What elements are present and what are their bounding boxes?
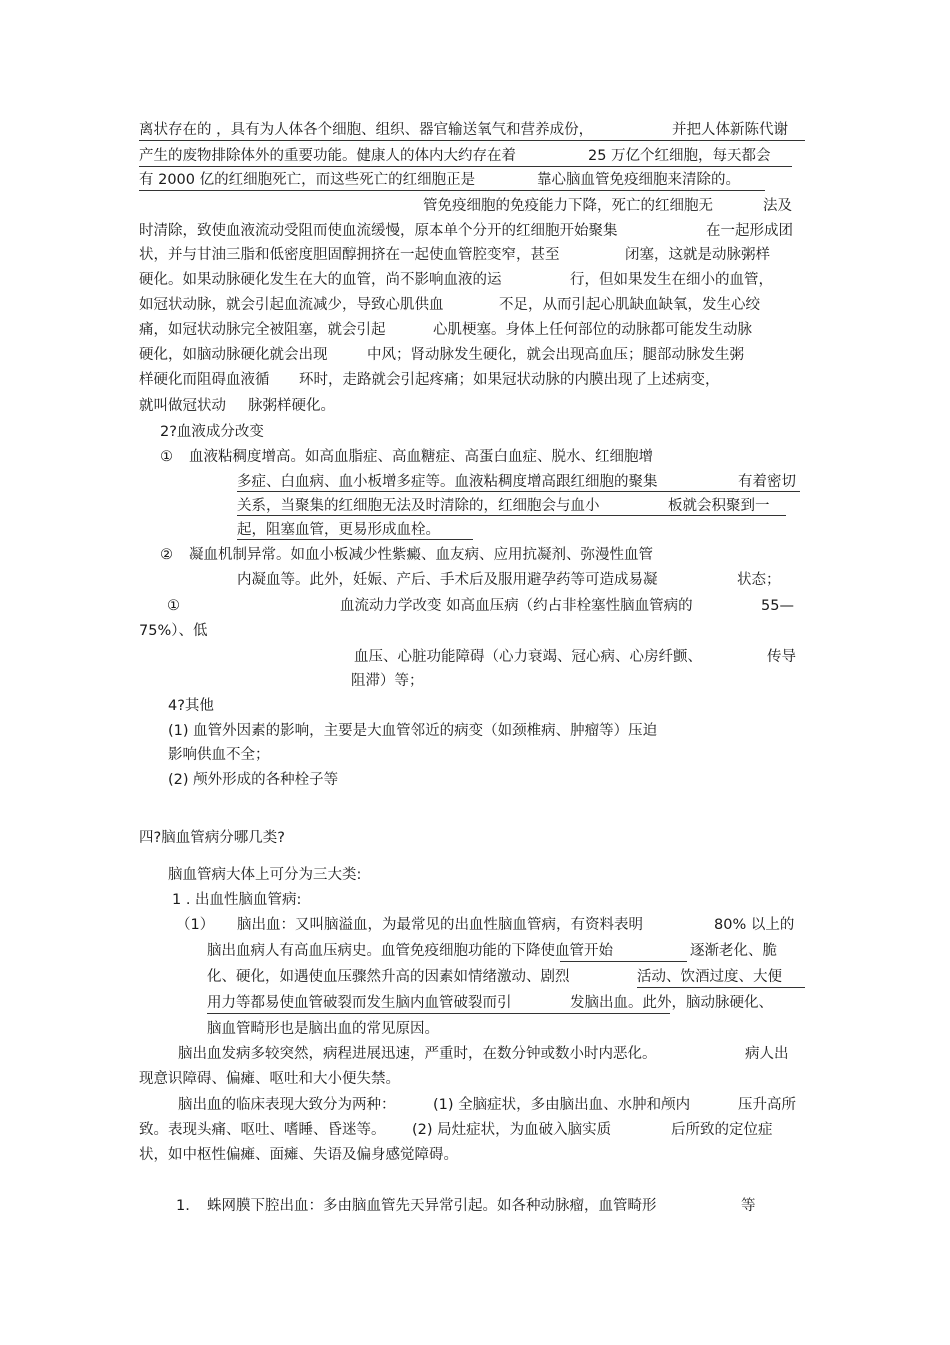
text-line: 脑出血病人有高血压病史。血管免疫细胞功能的下降使血管开始 <box>207 943 613 959</box>
underline <box>139 140 805 141</box>
text-line: 靠心脑血管免疫细胞来清除的。 <box>537 172 740 188</box>
underline <box>139 190 765 191</box>
text-line: 用力等都易使血管破裂而发生脑内血管破裂而引 <box>207 995 512 1011</box>
text-line: 后所致的定位症 <box>671 1122 773 1138</box>
text-line: 活动、饮酒过度、大便 <box>637 969 782 985</box>
text-line: 状态； <box>737 572 781 588</box>
underline <box>237 491 800 492</box>
underline <box>560 961 687 962</box>
text-line: 阻滞）等； <box>351 673 424 689</box>
text-line: 状，如中枢性偏瘫、面瘫、失语及偏身感觉障碍。 <box>139 1147 458 1163</box>
text-line: 痛，如冠状动脉完全被阻塞，就会引起 <box>139 322 386 338</box>
text-line: 状，并与甘油三脂和低密度胆固醇拥挤在一起使血管腔变窄，甚至 <box>139 247 560 263</box>
text-line: 就叫做冠状动 <box>139 398 226 414</box>
text-line: (1) 血管外因素的影响，主要是大血管邻近的病变（如颈椎病、肿瘤等）压迫 <box>168 723 658 739</box>
text-line: 脑出血：又叫脑溢血，为最常见的出血性脑血管病，有资料表明 <box>237 917 643 933</box>
text-line: 血流动力学改变 如高血压病（约占非栓塞性脑血管病的 <box>340 598 693 614</box>
section-heading: 4?其他 <box>168 698 214 714</box>
text-line: 并把人体新陈代谢 <box>672 122 788 138</box>
text-line: 行，但如果发生在细小的血管， <box>570 272 773 288</box>
text-line: 病人出 <box>745 1046 789 1062</box>
item-number: ② <box>160 547 173 563</box>
text-line: 起，阻塞血管，更易形成血栓。 <box>237 522 440 538</box>
text-line: 如冠状动脉，就会引起血流减少，导致心肌供血 <box>139 297 444 313</box>
text-line: 离状存在的 ，具有为人体各个细胞、组织、器官输送氧气和营养成份， <box>139 122 594 138</box>
text-line: 心肌梗塞。身体上任何部位的动脉都可能发生动脉 <box>433 322 752 338</box>
text-line: 闭塞，这就是动脉粥样 <box>625 247 770 263</box>
text-line: 关系，当聚集的红细胞无法及时清除的，红细胞会与血小 <box>237 498 600 514</box>
underline <box>237 515 786 516</box>
text-line: 55— <box>761 598 794 614</box>
text-line: 板就会积聚到一 <box>668 498 770 514</box>
text-line: 管免疫细胞的免疫能力下降，死亡的红细胞无 <box>423 198 713 214</box>
text-line: 75%）、低 <box>139 623 208 639</box>
item-number: 1. <box>176 1198 190 1214</box>
text-line: (2) 局灶症状，为血破入脑实质 <box>412 1122 612 1138</box>
text-line: 中风；肾动脉发生硬化，就会出现高血压；腿部动脉发生粥 <box>367 347 744 363</box>
text-line: (1) 全脑症状，多由脑出血、水肿和颅内 <box>433 1097 691 1113</box>
text-line: 现意识障碍、偏瘫、呕吐和大小便失禁。 <box>139 1071 400 1087</box>
text-line: 血压、心脏功能障碍（心力衰竭、冠心病、心房纤颤、 <box>354 649 702 665</box>
text-line: 内凝血等。此外，妊娠、产后、手术后及服用避孕药等可造成易凝 <box>237 572 658 588</box>
text-line: 多症、白血病、血小板增多症等。血液粘稠度增高跟红细胞的聚集 <box>237 474 658 490</box>
text-line: 法及 <box>763 198 792 214</box>
text-line: 发脑出血。此外，脑动脉硬化、 <box>570 995 773 1011</box>
text-line: 在一起形成团 <box>706 223 793 239</box>
text-line: 影响供血不全； <box>168 747 270 763</box>
text-line: 致。表现头痛、呕吐、嗜睡、昏迷等。 <box>139 1122 386 1138</box>
text-line: 逐渐老化、脆 <box>690 943 777 959</box>
text-line: 脑血管畸形也是脑出血的常见原因。 <box>207 1021 439 1037</box>
underline <box>237 539 473 540</box>
text-line: 环时，走路就会引起疼痛；如果冠状动脉的内膜出现了上述病变， <box>299 372 720 388</box>
underline <box>637 987 805 988</box>
text-line: 样硬化而阻碍血液循 <box>139 372 270 388</box>
text-line: 80% 以上的 <box>714 917 795 933</box>
item-number: ① <box>167 598 180 614</box>
text-line: 不足，从而引起心肌缺血缺氧，发生心绞 <box>499 297 760 313</box>
text-line: (2) 颅外形成的各种栓子等 <box>168 772 339 788</box>
item-number: （1） <box>176 917 215 933</box>
text-line: 脑血管病大体上可分为三大类: <box>168 867 362 883</box>
text-line: 有 2000 亿的红细胞死亡，而这些死亡的红细胞正是 <box>139 172 476 188</box>
text-line: 硬化，如脑动脉硬化就会出现 <box>139 347 328 363</box>
text-line: 凝血机制异常。如血小板减少性紫癜、血友病、应用抗凝剂、弥漫性血管 <box>189 547 653 563</box>
text-line: 脑出血的临床表现大致分为两种： <box>178 1097 396 1113</box>
text-line: 25 万亿个红细胞，每天都会 <box>588 148 771 164</box>
category-heading: 1 . 出血性脑血管病: <box>172 892 302 908</box>
text-line: 脑出血发病多较突然，病程进展迅速，严重时，在数分钟或数小时内恶化。 <box>178 1046 657 1062</box>
section-heading: 2?血液成分改变 <box>160 424 264 440</box>
text-line: 有着密切 <box>738 474 796 490</box>
text-line: 脉粥样硬化。 <box>248 398 335 414</box>
text-line: 血液粘稠度增高。如高血脂症、高血糖症、高蛋白血症、脱水、红细胞增 <box>189 449 653 465</box>
text-line: 产生的废物排除体外的重要功能。健康人的体内大约存在着 <box>139 148 516 164</box>
text-line: 压升高所 <box>738 1097 796 1113</box>
question-title: 四?脑血管病分哪几类? <box>139 830 285 846</box>
text-line: 等 <box>741 1198 756 1214</box>
text-line: 化、硬化，如遇使血压骤然升高的因素如情绪激动、剧烈 <box>207 969 570 985</box>
text-line: 硬化。如果动脉硬化发生在大的血管，尚不影响血液的运 <box>139 272 502 288</box>
text-line: 时清除，致使血液流动受阻而使血流缓慢，原本单个分开的红细胞开始聚集 <box>139 223 618 239</box>
text-line: 蛛网膜下腔出血：多由脑血管先天异常引起。如各种动脉瘤，血管畸形 <box>207 1198 657 1214</box>
underline <box>207 1013 670 1014</box>
text-line: 传导 <box>767 649 796 665</box>
item-number: ① <box>160 449 173 465</box>
underline <box>139 166 792 167</box>
